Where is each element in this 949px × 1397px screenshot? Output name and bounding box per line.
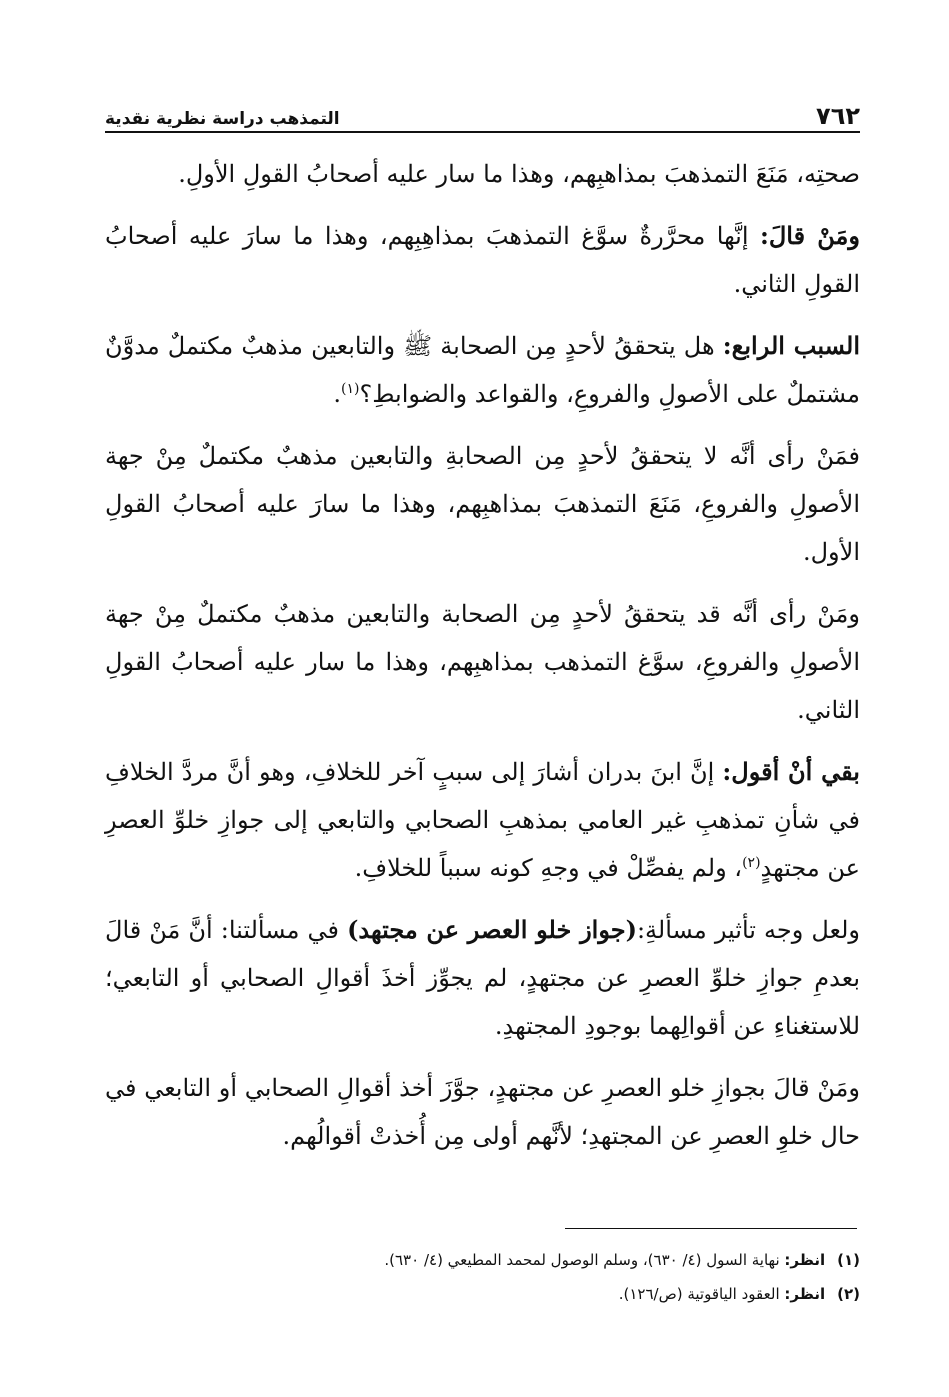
paragraph-5: [105, 590, 860, 734]
paragraph-text: ولعل وجه تأثير مسألةِ:: [636, 916, 860, 944]
paragraph-lead: السبب الرابع:: [722, 331, 860, 360]
footnote-1: [105, 1243, 860, 1277]
paragraph-7: [105, 906, 860, 1050]
footnote-2: [105, 1277, 860, 1311]
paragraph-3: [105, 322, 860, 418]
paragraph-end: في مسألتنا: أنَّ مَنْ قالَ بعدمِ جوازِ خلوِّ العصرِ عن مجتهدٍ، لم يجوِّز أخذَ أقوالِ الصحابي أو التابعي؛ للاستغناءِ عن أقوالِهما بوجودِ المجتهدِ.: [105, 916, 860, 1040]
footnote-lead: انظر:: [784, 1251, 826, 1269]
paragraph-emphasis: (جواز خلو العصر عن مجتهد): [347, 915, 637, 944]
paragraph-1: [105, 150, 860, 198]
paragraph-text: فمَنْ رأى أنَّه لا يتحققُ لأحدٍ مِن الصحابةِ والتابعين مذهبٌ مكتملٌ مِنْ جهة الأصولِ والفروعِ، مَنَعَ التمذهبَ بمذاهبِهم، وهذا ما سارَ عليه أصحابُ القولِ الأول.: [105, 442, 860, 566]
running-head: [105, 88, 860, 128]
paragraph-end: .: [333, 380, 342, 408]
footnote-body: [384, 1243, 825, 1277]
paragraph-text: هل يتحققُ لأحدٍ مِن الصحابة ﷺ والتابعين مذهبٌ مكتملٌ مدوَّنٌ مشتملٌ على الأصولِ والفروعِ، والقواعد والضوابطِ؟: [105, 332, 860, 408]
footnote-number: (١): [837, 1251, 860, 1269]
running-title: التمذهب دراسة نظرية نقدية: [105, 109, 340, 129]
paragraph-text: إنَّ ابنَ بدران أشارَ إلى سببٍ آخر للخلافِ، وهو أنَّ مردَّ الخلافِ في شأنِ تمذهبِ غير العامي بمذهبِ الصحابي والتابعي إلى جوازِ خلوِّ العصرِ عن مجتهدٍ: [105, 758, 860, 882]
paragraph-4: [105, 432, 860, 576]
main-text: [105, 150, 860, 1174]
footnotes: [105, 1243, 860, 1311]
footnote-body: [619, 1277, 825, 1311]
paragraph-lead: ومَنْ قالَ:: [760, 221, 860, 250]
header-rule: [105, 131, 860, 133]
paragraph-2: [105, 212, 860, 308]
footnote-rule: [565, 1228, 857, 1229]
paragraph-text: ومَنْ رأى أنَّه قد يتحققُ لأحدٍ مِن الصحابة والتابعين مذهبٌ مكتملٌ مِنْ جهة الأصولِ والفروعِ، سوَّغ التمذهب بمذاهبِهم، وهذا ما سار عليه أصحابُ القولِ الثاني.: [105, 600, 860, 724]
page-number: ٧٦٢: [816, 102, 860, 130]
paragraph-text: ومَنْ قالَ بجوازِ خلو العصرِ عن مجتهدٍ، جوَّزَ أخذ أقوالِ الصحابي أو التابعي في حال خلوِ العصرِ عن المجتهدِ؛ لأنَّهم أولى مِن أُخذتْ أقوالُهم.: [105, 1074, 860, 1150]
paragraph-end: ، ولم يفصِّلْ في وجهِ كونه سبباً للخلافِ.: [354, 854, 743, 882]
paragraph-6: [105, 748, 860, 892]
paragraph-text: صحتِه، مَنَعَ التمذهبَ بمذاهبِهم، وهذا ما سار عليه أصحابُ القولِ الأولِ.: [178, 160, 860, 188]
footnote-lead: انظر:: [784, 1285, 826, 1303]
footnote-text: العقود الياقوتية (ص/١٢٦).: [618, 1285, 780, 1303]
paragraph-text: إنَّها محرَّرةٌ سوَّغ التمذهبَ بمذاهِبِهم، وهذا ما سارَ عليه أصحابُ القولِ الثاني.: [105, 222, 860, 298]
footnote-ref-1: (١): [341, 381, 360, 397]
paragraph-lead: بقي أنْ أقول:: [722, 757, 860, 786]
paragraph-8: [105, 1064, 860, 1160]
footnote-text: نهاية السول (٤/ ٦٣٠)، وسلم الوصول لمحمد المطيعي (٤/ ٦٣٠).: [384, 1251, 780, 1269]
footnote-ref-2: (٢): [742, 855, 761, 871]
footnote-number: (٢): [837, 1285, 860, 1303]
